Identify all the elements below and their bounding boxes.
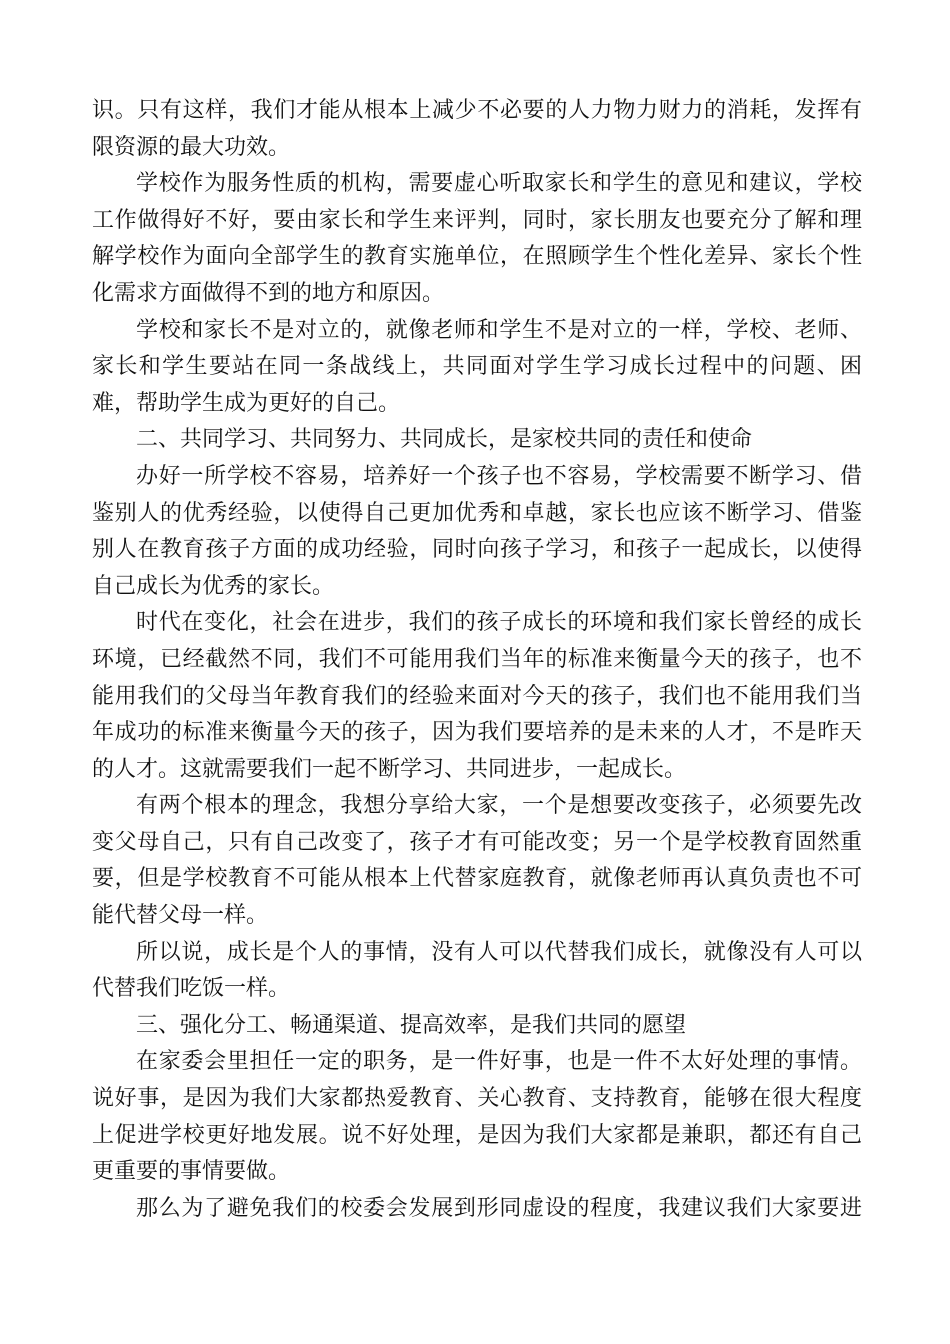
text-line: 说好事，是因为我们大家都热爱教育、关心教育、支持教育，能够在很大程度	[92, 1086, 862, 1112]
text-line: 解学校作为面向全部学生的教育实施单位，在照顾学生个性化差异、家长个性	[92, 244, 862, 270]
text-line: 自己成长为优秀的家长。	[92, 573, 335, 599]
text-line: 的人才。这就需要我们一起不断学习、共同进步，一起成长。	[92, 756, 687, 782]
text-line: 学校和家长不是对立的，就像老师和学生不是对立的一样，学校、老师、	[136, 317, 862, 343]
body-text	[92, 93, 862, 1227]
text-line: 化需求方面做得不到的地方和原因。	[92, 280, 445, 306]
text-line: 工作做得好不好，要由家长和学生来评判，同时，家长朋友也要充分了解和理	[92, 207, 862, 233]
text-line: 在家委会里担任一定的职务，是一件好事，也是一件不太好处理的事情。	[136, 1049, 862, 1075]
text-line: 办好一所学校不容易，培养好一个孩子也不容易，学校需要不断学习、借	[136, 463, 862, 489]
text-line: 家长和学生要站在同一条战线上，共同面对学生学习成长过程中的问题、困	[92, 354, 862, 380]
text-line: 要，但是学校教育不可能从根本上代替家庭教育，就像老师再认真负责也不可	[92, 866, 862, 892]
text-line: 更重要的事情要做。	[92, 1159, 291, 1185]
section-heading: 二、共同学习、共同努力、共同成长，是家校共同的责任和使命	[136, 427, 753, 453]
text-line: 环境，已经截然不同，我们不可能用我们当年的标准来衡量今天的孩子，也不	[92, 646, 862, 672]
text-line: 时代在变化，社会在进步，我们的孩子成长的环境和我们家长曾经的成长	[136, 610, 862, 636]
text-line: 所以说，成长是个人的事情，没有人可以代替我们成长，就像没有人可以	[136, 939, 862, 965]
text-line: 那么为了避免我们的校委会发展到形同虚设的程度，我建议我们大家要进	[136, 1195, 862, 1221]
text-line: 有两个根本的理念，我想分享给大家，一个是想要改变孩子，必须要先改	[136, 793, 862, 819]
text-line: 能代替父母一样。	[92, 903, 269, 929]
text-line: 识。只有这样，我们才能从根本上减少不必要的人力物力财力的消耗，发挥有	[92, 98, 862, 123]
text-line: 限资源的最大功效。	[92, 134, 291, 160]
text-line: 代替我们吃饭一样。	[92, 976, 291, 1002]
text-line: 上促进学校更好地发展。说不好处理，是因为我们大家都是兼职，都还有自己	[92, 1122, 862, 1148]
text-line: 学校作为服务性质的机构，需要虚心听取家长和学生的意见和建议，学校	[136, 171, 862, 197]
section-heading: 三、强化分工、畅通渠道、提高效率，是我们共同的愿望	[136, 1012, 687, 1038]
text-line: 变父母自己，只有自己改变了，孩子才有可能改变；另一个是学校教育固然重	[92, 829, 862, 855]
text-line: 别人在教育孩子方面的成功经验，同时向孩子学习，和孩子一起成长，以使得	[92, 537, 862, 563]
text-line: 鉴别人的优秀经验，以使得自己更加优秀和卓越，家长也应该不断学习、借鉴	[92, 500, 862, 526]
text-line: 难，帮助学生成为更好的自己。	[92, 390, 401, 416]
text-line: 年成功的标准来衡量今天的孩子，因为我们要培养的是未来的人才，不是昨天	[92, 720, 862, 746]
text-line: 能用我们的父母当年教育我们的经验来面对今天的孩子，我们也不能用我们当	[92, 683, 862, 709]
